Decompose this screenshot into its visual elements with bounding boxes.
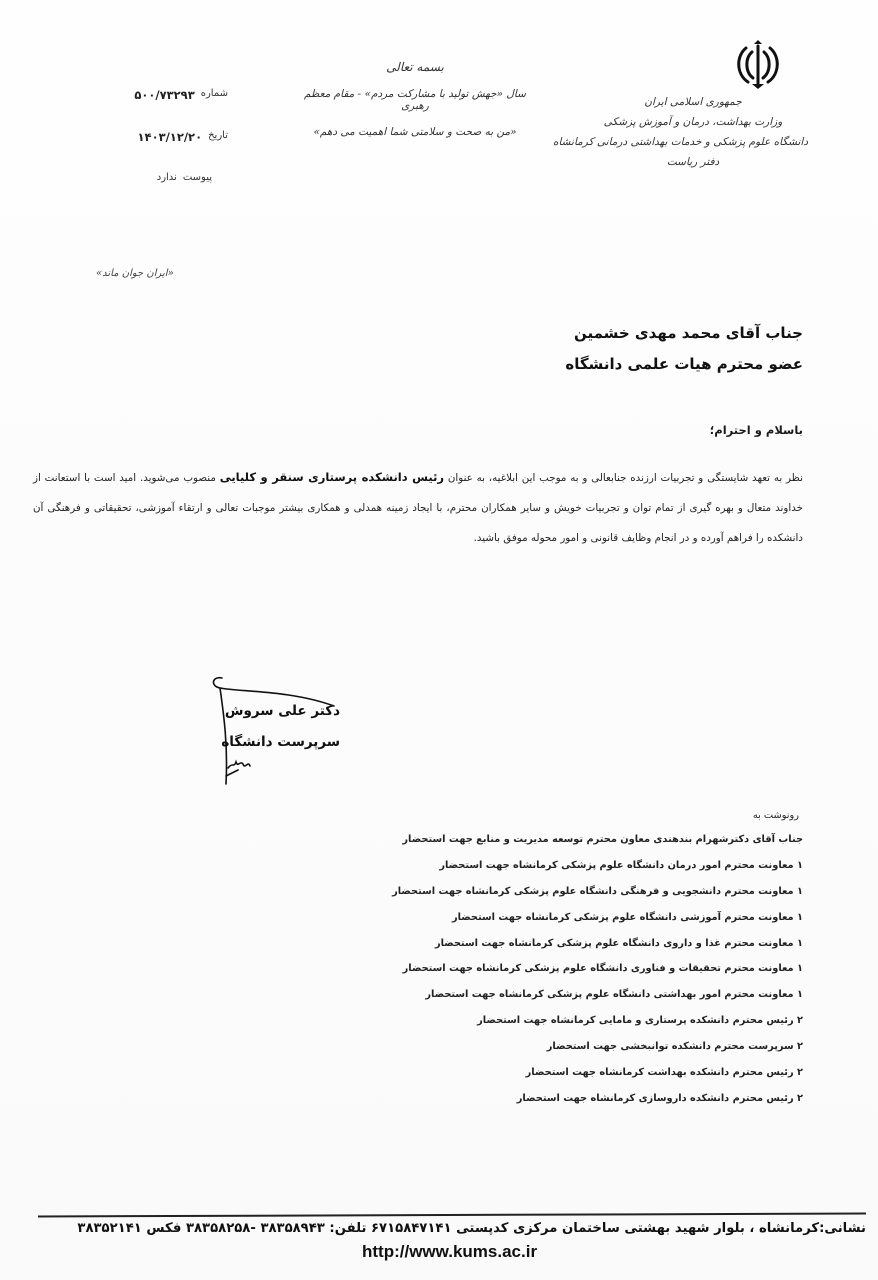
recipient-title: عضو محترم هیات علمی دانشگاه [565, 355, 803, 373]
header-center [300, 60, 530, 152]
org-line-ministry: وزارت بهداشت، درمان و آموزش پزشکی [603, 116, 783, 128]
letter-meta [88, 88, 228, 214]
cc-item: ۲ رئیس محترم دانشکده داروسازی کرمانشاه جهت استحضار [516, 1092, 803, 1104]
org-line-country: جمهوری اسلامی ایران [644, 96, 742, 108]
attachment-label: پیوست [182, 172, 212, 183]
invocation: بسمه تعالی [386, 60, 444, 74]
footer-divider [38, 1213, 866, 1218]
recipient-name: جناب آقای محمد مهدی خشمین [573, 324, 803, 342]
recipient-block [565, 318, 803, 380]
signatory-title: سرپرست دانشگاه [221, 734, 340, 750]
greeting: باسلام و احترام؛ [709, 423, 803, 437]
footer-address: نشانی:کرمانشاه ، بلوار شهید بهشتی ساختمان مرکزی کدپستی ۶۷۱۵۸۴۷۱۴۱ تلفن: ۳۸۳۵۸۹۴۳ -۳۸۳۵۸۲۵۸ فکس ۳۸۳۵۲۱۴۱ [77, 1221, 866, 1236]
letter-attachment [88, 172, 212, 214]
handwritten-note: «ایران جوان ماند» [96, 268, 174, 279]
letter-date [88, 130, 228, 172]
cc-item: ۲ سرپرست محترم دانشکده توانبخشی جهت استحضار [546, 1041, 803, 1053]
cc-item: ۱ معاونت محترم امور بهداشتی دانشگاه علوم پزشکی کرمانشاه جهت استحضار [425, 989, 803, 1001]
body-text-2: منصوب می‌شوید. امید است با استعانت از خداوند متعال و بهره گیری از تمام توان و تجربیات خویش و سایر همکاران محترم، با ایجاد زمینه همدلی و همکاری بیشتر موجبات تعالی و ارتقاء آموزشی، تحقیقاتی و فرهنگی آن دانشکده را فراهم آورده و در انجام وظایف قانونی و امور محوله موفق باشید. [33, 472, 803, 544]
cc-item: ۱ معاونت محترم غذا و داروی دانشگاه علوم پزشکی کرمانشاه جهت استحضار [434, 937, 803, 949]
iran-emblem-icon [732, 40, 784, 90]
cc-item: جناب آقای دکترشهرام بندهندی معاون محترم توسعه مدیریت و منابع جهت استحضار [402, 834, 803, 845]
cc-item: ۲ رئیس محترم دانشکده بهداشت کرمانشاه جهت استحضار [525, 1067, 803, 1079]
number-label: شماره [200, 88, 228, 99]
letter-body [33, 462, 803, 553]
cc-title: رونوشت به [752, 810, 799, 821]
cc-item: ۱ معاونت محترم دانشجویی و فرهنگی دانشگاه علوم پزشکی کرمانشاه جهت استحضار [392, 885, 803, 897]
organization-header [552, 92, 808, 172]
signatory-name: دکتر علی سروش [224, 703, 340, 719]
number-value: ۵۰۰/۷۳۲۹۳ [134, 88, 195, 102]
cc-item: ۲ رئیس محترم دانشکده پرستاری و مامایی کرمانشاه جهت استحضار [477, 1015, 803, 1027]
org-line-university: دانشگاه علوم پزشکی و خدمات بهداشتی درمانی کرمانشاه [552, 136, 808, 148]
header-quote: «من به صحت و سلامتی شما اهمیت می دهم» [313, 126, 517, 138]
org-line-office: دفتر ریاست [666, 156, 720, 168]
cc-item: ۱ معاونت محترم امور درمان دانشگاه علوم پزشکی کرمانشاه جهت استحضار [439, 859, 803, 871]
attachment-value: ندارد [156, 172, 177, 183]
footer-website-link[interactable]: http://www.kums.ac.ir [362, 1242, 538, 1261]
body-text-1: نظر به تعهد شایستگی و تجربیات ارزنده جنابعالی و به موجب این ابلاغیه، به عنوان [444, 472, 803, 484]
appointment-position: رئیس دانشکده پرستاری سنقر و کلیایی [219, 470, 445, 484]
carbon-copy-list [392, 810, 803, 1112]
date-label: تاریخ [208, 130, 228, 141]
letter-number [88, 88, 228, 130]
date-value: ۱۴۰۳/۱۲/۲۰ [137, 130, 203, 144]
signatory [221, 696, 340, 758]
year-motto: سال «جهش تولید با مشارکت مردم» - مقام معظم رهبری [304, 88, 526, 112]
cc-item: ۱ معاونت محترم تحقیقات و فناوری دانشگاه علوم پزشکی کرمانشاه جهت استحضار [402, 963, 803, 975]
signature-block [210, 676, 340, 791]
cc-item: ۱ معاونت محترم آموزشی دانشگاه علوم پزشکی کرمانشاه جهت استحضار [451, 911, 803, 923]
